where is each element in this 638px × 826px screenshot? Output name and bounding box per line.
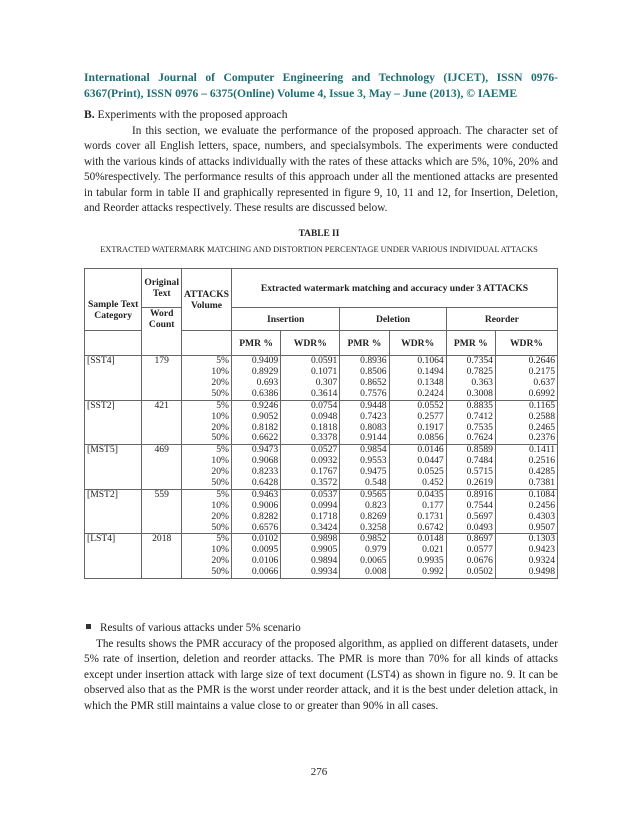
- cell-category: [MST5]: [85, 445, 142, 456]
- cell-reo-wdr: 0.2376: [495, 433, 557, 444]
- cell-del-wdr: 0.1731: [389, 511, 446, 522]
- cell-del-wdr: 0.0146: [389, 445, 446, 456]
- cell-ins-pmr: 0.9409: [232, 356, 281, 367]
- cell-reo-wdr: 0.2588: [495, 411, 557, 422]
- cell-reo-wdr: 0.2465: [495, 422, 557, 433]
- table-row: [85, 400, 558, 411]
- cell-count: [142, 567, 182, 578]
- table-caption-label: TABLE II: [298, 229, 340, 239]
- cell-category: [85, 467, 142, 478]
- table-row: [85, 433, 558, 444]
- cell-count: [142, 511, 182, 522]
- cell-reo-wdr: 0.2516: [495, 456, 557, 467]
- table-row: [85, 389, 558, 400]
- cell-count: [142, 467, 182, 478]
- cell-del-pmr: 0.823: [340, 501, 389, 512]
- cell-ins-wdr: 0.3614: [281, 389, 340, 400]
- cell-reo-pmr: 0.0676: [446, 556, 495, 567]
- cell-del-wdr: 0.1348: [389, 378, 446, 389]
- cell-del-wdr: 0.2424: [389, 389, 446, 400]
- cell-ins-pmr: 0.693: [232, 378, 281, 389]
- cell-del-pmr: 0.9565: [340, 489, 389, 500]
- cell-category: [85, 556, 142, 567]
- cell-del-wdr: 0.0552: [389, 400, 446, 411]
- cell-ins-pmr: 0.8233: [232, 467, 281, 478]
- cell-count: 559: [142, 489, 182, 500]
- cell-category: [85, 545, 142, 556]
- header-insertion: Insertion: [232, 308, 340, 331]
- header-sample-category: Sample Text Category: [85, 269, 142, 331]
- cell-ins-pmr: 0.8282: [232, 511, 281, 522]
- cell-ins-wdr: 0.3572: [281, 478, 340, 489]
- cell-ins-pmr: 0.9006: [232, 501, 281, 512]
- cell-vol: 50%: [182, 567, 232, 578]
- cell-del-pmr: 0.9448: [340, 400, 389, 411]
- cell-category: [LST4]: [85, 534, 142, 545]
- cell-vol: 5%: [182, 534, 232, 545]
- header-reorder-pmr: PMR %: [446, 331, 495, 356]
- cell-ins-wdr: 0.0527: [281, 445, 340, 456]
- cell-reo-wdr: 0.1303: [495, 534, 557, 545]
- cell-reo-pmr: 0.5715: [446, 467, 495, 478]
- table-row: [85, 567, 558, 578]
- results-paragraph-text: The results shows the PMR accuracy of the proposed algorithm, as applied on different datasets, under 5% rate of insertion, deletion and reorder attacks. The PMR is more than 70% for all kinds of attacks except under insertion attack with large size of text document (LST4) as shown in figure no. 9. It can be observed also that as the PMR is the worst under reorder attack, and it is the best under deletion attack, in which the PMR still maintains a value close to or greater than 90% in all cases.: [84, 638, 558, 712]
- cell-del-pmr: 0.9553: [340, 456, 389, 467]
- cell-del-pmr: 0.8269: [340, 511, 389, 522]
- cell-reo-pmr: 0.7544: [446, 501, 495, 512]
- cell-reo-pmr: 0.5697: [446, 511, 495, 522]
- cell-del-pmr: 0.8936: [340, 356, 389, 367]
- cell-reo-pmr: 0.8589: [446, 445, 495, 456]
- cell-ins-pmr: 0.0066: [232, 567, 281, 578]
- cell-category: [85, 422, 142, 433]
- cell-ins-pmr: 0.0095: [232, 545, 281, 556]
- cell-ins-wdr: 0.0754: [281, 400, 340, 411]
- cell-ins-wdr: 0.9934: [281, 567, 340, 578]
- cell-reo-wdr: 0.6992: [495, 389, 557, 400]
- cell-del-pmr: 0.9854: [340, 445, 389, 456]
- cell-del-wdr: 0.1494: [389, 367, 446, 378]
- cell-ins-wdr: 0.1718: [281, 511, 340, 522]
- cell-category: [85, 389, 142, 400]
- cell-ins-wdr: 0.0591: [281, 356, 340, 367]
- cell-vol: 20%: [182, 511, 232, 522]
- cell-vol: 10%: [182, 456, 232, 467]
- cell-del-pmr: 0.008: [340, 567, 389, 578]
- cell-vol: 5%: [182, 445, 232, 456]
- table-caption: [60, 228, 578, 256]
- cell-count: 421: [142, 400, 182, 411]
- cell-ins-wdr: 0.9905: [281, 545, 340, 556]
- cell-ins-wdr: 0.1767: [281, 467, 340, 478]
- cell-category: [SST2]: [85, 400, 142, 411]
- cell-del-pmr: 0.8652: [340, 378, 389, 389]
- cell-del-pmr: 0.9852: [340, 534, 389, 545]
- cell-reo-wdr: 0.1084: [495, 489, 557, 500]
- intro-paragraph: [84, 124, 558, 216]
- cell-reo-wdr: 0.9498: [495, 567, 557, 578]
- cell-del-wdr: 0.2577: [389, 411, 446, 422]
- cell-count: [142, 389, 182, 400]
- cell-vol: 5%: [182, 489, 232, 500]
- cell-reo-wdr: 0.1165: [495, 400, 557, 411]
- section-label: B.: [84, 108, 95, 121]
- header-word-count: Word Count: [142, 308, 182, 356]
- header-blank-cell: [85, 331, 142, 356]
- cell-vol: 20%: [182, 556, 232, 567]
- cell-ins-pmr: 0.6576: [232, 522, 281, 533]
- header-attacks-volume: ATTACKS Volume: [182, 269, 232, 331]
- header-reorder-wdr: WDR%: [495, 331, 557, 356]
- header-deletion-pmr: PMR %: [340, 331, 389, 356]
- cell-del-pmr: 0.3258: [340, 522, 389, 533]
- intro-paragraph-text: In this section, we evaluate the performance of the proposed approach. The character set of words cover all English letters, space, numbers, and specialsymbols. The experiments were conducted with the various kinds of attacks individually with the rates of these attacks which are 5%, 10%, 20% and 50%respectively. The performance results of this approach under all the mentioned attacks are presented in tabular form in table II and graphically represented in figure 9, 10, 11 and 12, for Insertion, Deletion, and Reorder attacks respectively. These results are discussed below.: [84, 125, 558, 215]
- cell-vol: 10%: [182, 501, 232, 512]
- cell-vol: 5%: [182, 356, 232, 367]
- cell-ins-pmr: 0.8182: [232, 422, 281, 433]
- table-caption-text: EXTRACTED WATERMARK MATCHING AND DISTORTION PERCENTAGE UNDER VARIOUS INDIVIDUAL ATTACKS: [100, 245, 538, 254]
- cell-reo-pmr: 0.0493: [446, 522, 495, 533]
- cell-ins-wdr: 0.307: [281, 378, 340, 389]
- table-row: [85, 489, 558, 500]
- cell-category: [85, 567, 142, 578]
- cell-category: [85, 478, 142, 489]
- cell-vol: 5%: [182, 400, 232, 411]
- cell-reo-pmr: 0.7535: [446, 422, 495, 433]
- cell-ins-pmr: 0.6428: [232, 478, 281, 489]
- cell-reo-pmr: 0.0502: [446, 567, 495, 578]
- cell-vol: 50%: [182, 433, 232, 444]
- cell-ins-wdr: 0.0948: [281, 411, 340, 422]
- cell-del-wdr: 0.6742: [389, 522, 446, 533]
- cell-ins-pmr: 0.8929: [232, 367, 281, 378]
- cell-vol: 50%: [182, 522, 232, 533]
- cell-del-pmr: 0.7576: [340, 389, 389, 400]
- cell-count: [142, 422, 182, 433]
- cell-del-wdr: 0.9935: [389, 556, 446, 567]
- cell-vol: 20%: [182, 378, 232, 389]
- cell-del-wdr: 0.0435: [389, 489, 446, 500]
- cell-reo-pmr: 0.8835: [446, 400, 495, 411]
- journal-header: International Journal of Computer Engineering and Technology (IJCET), ISSN 0976-6367(Print), ISSN 0976 – 6375(Online) Volume 4, Issue 3, May – June (2013), © IAEME: [84, 71, 558, 100]
- cell-count: 2018: [142, 534, 182, 545]
- results-table: [84, 268, 558, 579]
- cell-count: [142, 478, 182, 489]
- cell-reo-pmr: 0.2619: [446, 478, 495, 489]
- cell-reo-wdr: 0.9423: [495, 545, 557, 556]
- cell-ins-wdr: 0.0932: [281, 456, 340, 467]
- cell-category: [85, 501, 142, 512]
- cell-vol: 10%: [182, 545, 232, 556]
- bullet-text: Results of various attacks under 5% scenario: [100, 622, 301, 634]
- cell-count: 469: [142, 445, 182, 456]
- cell-ins-wdr: 0.0994: [281, 501, 340, 512]
- cell-category: [85, 456, 142, 467]
- cell-reo-pmr: 0.7354: [446, 356, 495, 367]
- cell-count: [142, 556, 182, 567]
- cell-reo-pmr: 0.8916: [446, 489, 495, 500]
- header-blank-cell: [182, 331, 232, 356]
- cell-vol: 10%: [182, 367, 232, 378]
- results-paragraph: [84, 637, 558, 714]
- cell-reo-pmr: 0.363: [446, 378, 495, 389]
- cell-del-pmr: 0.0065: [340, 556, 389, 567]
- table-row: [85, 511, 558, 522]
- cell-del-wdr: 0.0525: [389, 467, 446, 478]
- cell-count: [142, 367, 182, 378]
- cell-del-pmr: 0.8506: [340, 367, 389, 378]
- cell-count: [142, 501, 182, 512]
- cell-count: [142, 411, 182, 422]
- cell-vol: 50%: [182, 389, 232, 400]
- cell-count: 179: [142, 356, 182, 367]
- cell-ins-wdr: 0.9898: [281, 534, 340, 545]
- cell-count: [142, 378, 182, 389]
- header-deletion-wdr: WDR%: [389, 331, 446, 356]
- cell-del-wdr: 0.452: [389, 478, 446, 489]
- cell-reo-wdr: 0.637: [495, 378, 557, 389]
- cell-reo-wdr: 0.1411: [495, 445, 557, 456]
- cell-reo-wdr: 0.2646: [495, 356, 557, 367]
- table-row: [85, 478, 558, 489]
- cell-reo-wdr: 0.4285: [495, 467, 557, 478]
- cell-ins-pmr: 0.6386: [232, 389, 281, 400]
- cell-del-pmr: 0.8083: [340, 422, 389, 433]
- cell-reo-wdr: 0.2456: [495, 501, 557, 512]
- cell-ins-pmr: 0.9473: [232, 445, 281, 456]
- cell-del-wdr: 0.0856: [389, 433, 446, 444]
- cell-ins-wdr: 0.9894: [281, 556, 340, 567]
- cell-del-wdr: 0.0447: [389, 456, 446, 467]
- cell-reo-wdr: 0.9507: [495, 522, 557, 533]
- cell-count: [142, 433, 182, 444]
- cell-category: [85, 378, 142, 389]
- header-extracted: Extracted watermark matching and accuracy under 3 ATTACKS: [232, 269, 558, 308]
- cell-vol: 50%: [182, 478, 232, 489]
- cell-reo-pmr: 0.3008: [446, 389, 495, 400]
- cell-category: [85, 411, 142, 422]
- header-deletion: Deletion: [340, 308, 446, 331]
- cell-reo-wdr: 0.7381: [495, 478, 557, 489]
- cell-del-wdr: 0.1064: [389, 356, 446, 367]
- cell-reo-pmr: 0.7484: [446, 456, 495, 467]
- cell-category: [SST4]: [85, 356, 142, 367]
- cell-ins-wdr: 0.1818: [281, 422, 340, 433]
- table-row: [85, 522, 558, 533]
- cell-category: [85, 433, 142, 444]
- table-row: [85, 501, 558, 512]
- bullet-icon: [86, 624, 91, 629]
- cell-del-wdr: 0.021: [389, 545, 446, 556]
- cell-del-pmr: 0.9144: [340, 433, 389, 444]
- cell-ins-pmr: 0.9052: [232, 411, 281, 422]
- cell-del-pmr: 0.548: [340, 478, 389, 489]
- header-reorder: Reorder: [446, 308, 557, 331]
- cell-ins-wdr: 0.1071: [281, 367, 340, 378]
- cell-ins-pmr: 0.9463: [232, 489, 281, 500]
- cell-reo-pmr: 0.8697: [446, 534, 495, 545]
- cell-category: [85, 511, 142, 522]
- header-insertion-wdr: WDR%: [281, 331, 340, 356]
- cell-reo-pmr: 0.7412: [446, 411, 495, 422]
- cell-del-pmr: 0.979: [340, 545, 389, 556]
- cell-del-wdr: 0.177: [389, 501, 446, 512]
- cell-category: [85, 367, 142, 378]
- cell-ins-pmr: 0.6622: [232, 433, 281, 444]
- cell-category: [MST2]: [85, 489, 142, 500]
- section-title: Experiments with the proposed approach: [97, 108, 288, 121]
- cell-vol: 10%: [182, 411, 232, 422]
- cell-count: [142, 545, 182, 556]
- cell-ins-pmr: 0.9246: [232, 400, 281, 411]
- cell-del-wdr: 0.992: [389, 567, 446, 578]
- cell-reo-pmr: 0.0577: [446, 545, 495, 556]
- header-insertion-pmr: PMR %: [232, 331, 281, 356]
- page-number: 276: [310, 766, 328, 778]
- cell-reo-pmr: 0.7624: [446, 433, 495, 444]
- cell-del-pmr: 0.9475: [340, 467, 389, 478]
- cell-ins-pmr: 0.0102: [232, 534, 281, 545]
- cell-ins-pmr: 0.9068: [232, 456, 281, 467]
- cell-category: [85, 522, 142, 533]
- cell-vol: 20%: [182, 422, 232, 433]
- cell-count: [142, 456, 182, 467]
- table-row: [85, 411, 558, 422]
- cell-vol: 20%: [182, 467, 232, 478]
- cell-ins-wdr: 0.3378: [281, 433, 340, 444]
- cell-reo-wdr: 0.4303: [495, 511, 557, 522]
- bullet-item: [84, 621, 558, 636]
- section-heading: [84, 107, 558, 123]
- cell-del-wdr: 0.1917: [389, 422, 446, 433]
- cell-reo-pmr: 0.7825: [446, 367, 495, 378]
- cell-reo-wdr: 0.9324: [495, 556, 557, 567]
- cell-reo-wdr: 0.2175: [495, 367, 557, 378]
- cell-ins-wdr: 0.3424: [281, 522, 340, 533]
- cell-del-wdr: 0.0148: [389, 534, 446, 545]
- cell-ins-wdr: 0.0537: [281, 489, 340, 500]
- cell-ins-pmr: 0.0106: [232, 556, 281, 567]
- cell-del-pmr: 0.7423: [340, 411, 389, 422]
- header-original-text: Original Text: [142, 269, 182, 308]
- cell-count: [142, 522, 182, 533]
